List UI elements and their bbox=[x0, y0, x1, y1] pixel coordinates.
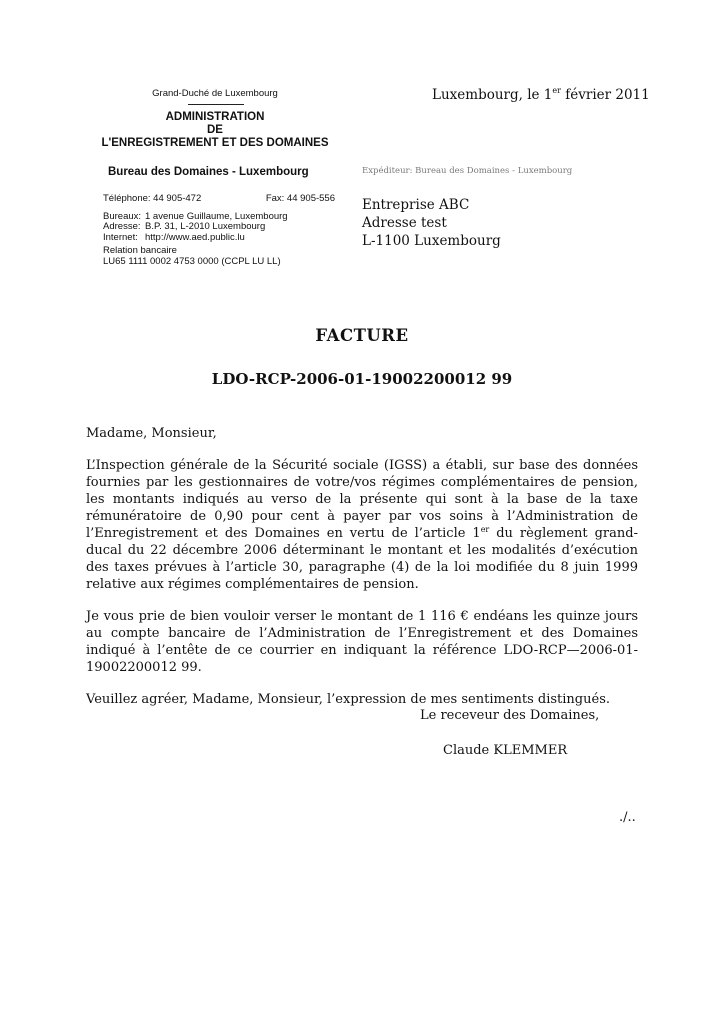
closing: Veuillez agréer, Madame, Monsieur, l’expression de mes sentiments distingués. bbox=[86, 692, 610, 707]
sender-line: Expéditeur: Bureau des Domaines - Luxembourg bbox=[362, 166, 573, 176]
address-row bbox=[103, 233, 335, 244]
signatory-name: Claude KLEMMER bbox=[443, 743, 568, 758]
recipient-address bbox=[362, 196, 501, 250]
address-label: Bureaux: bbox=[103, 210, 142, 222]
country-name: Grand-Duché de Luxembourg bbox=[152, 88, 278, 99]
phone-fax-row bbox=[103, 194, 335, 205]
bank-account: LU65 1111 0002 4753 0000 (CCPL LU LL) bbox=[103, 255, 281, 267]
admin-line: L'ENREGISTREMENT ET DES DOMAINES bbox=[101, 137, 329, 149]
continuation-mark: ./.. bbox=[619, 810, 636, 825]
contact-block bbox=[103, 194, 335, 267]
admin-line: ADMINISTRATION bbox=[165, 111, 265, 123]
administration-name bbox=[60, 111, 370, 150]
date-ordinal: er bbox=[552, 86, 561, 95]
admin-line: DE bbox=[207, 124, 223, 136]
document-title: FACTURE bbox=[315, 326, 409, 345]
paragraph-text: du règlement grand-ducal du 22 décembre 2006 déterminant le montant et les modalités d’exécution des taxes prévues à l’article 30, paragraphe (4) de la loi modifiée du 8 juin 1999 relative aux régimes complémentaires de pension. bbox=[86, 526, 638, 592]
letter-date bbox=[432, 87, 650, 103]
recipient-line: L-1100 Luxembourg bbox=[362, 233, 501, 249]
address-value: 1 avenue Guillaume, Luxembourg bbox=[145, 210, 288, 222]
recipient-line: Adresse test bbox=[362, 215, 447, 231]
fax-number: Fax: 44 905-556 bbox=[265, 193, 335, 204]
paragraph-text: L’Inspection générale de la Sécurité sociale (IGSS) a établi, sur base des données fournies par les gestionnaires de votre/vos régimes complémentaires de pension, les montants indiqués au verso de la présente qui sont à la base de la taxe rémunératoire de 0,90 pour cent à payer par vos soins à l’Administration de l’Enregistrement et des Domaines en vertu de l’article 1 bbox=[86, 458, 638, 541]
header-divider bbox=[188, 104, 244, 105]
bureau-name: Bureau des Domaines - Luxembourg bbox=[108, 166, 309, 178]
address-row bbox=[103, 222, 335, 233]
paragraph: Je vous prie de bien vouloir verser le montant de 1 116 € endéans les quinze jours au compte bancaire de l’Administration de l’Enregistrement et des Domaines indiqué à l’entête de ce courrier en indiquant la référence LDO-RCP—2006-01-19002200012 99. bbox=[86, 609, 638, 675]
paragraph bbox=[86, 457, 638, 593]
invoice-reference: LDO-RCP-2006-01-19002200012 99 bbox=[211, 370, 513, 388]
phone-number: Téléphone: 44 905-472 bbox=[103, 193, 202, 204]
address-value: B.P. 31, L-2010 Luxembourg bbox=[145, 221, 266, 232]
article-ordinal: er bbox=[480, 525, 490, 534]
bank-label: Relation bancaire bbox=[103, 245, 177, 256]
date-prefix: Luxembourg, le 1 bbox=[432, 87, 553, 103]
address-label: Internet: bbox=[103, 231, 138, 243]
recipient-line: Entreprise ABC bbox=[362, 197, 470, 213]
address-label: Adresse: bbox=[103, 221, 141, 232]
signatory-title: Le receveur des Domaines, bbox=[420, 708, 600, 723]
letter-body bbox=[86, 425, 638, 723]
website-link: http://www.aed.public.lu bbox=[145, 231, 245, 243]
salutation: Madame, Monsieur, bbox=[86, 426, 217, 441]
date-suffix: février 2011 bbox=[560, 87, 650, 103]
